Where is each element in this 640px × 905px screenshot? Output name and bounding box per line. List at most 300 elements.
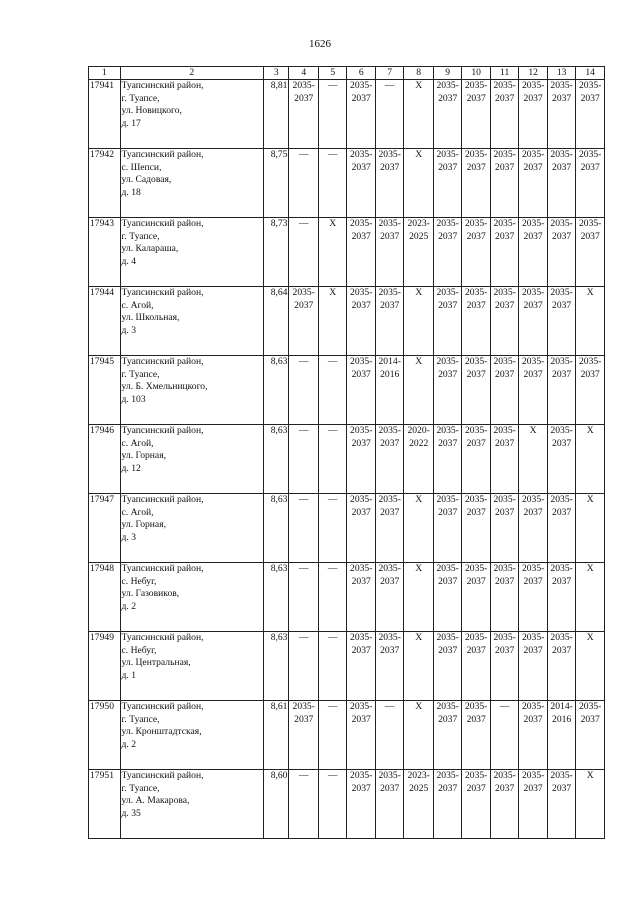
period-text: 2035- <box>436 701 459 712</box>
period-text: 2037 <box>466 437 486 449</box>
period-cell <box>547 80 575 149</box>
period-cell <box>462 494 490 563</box>
period-text: 2037 <box>580 161 600 173</box>
period-text: — <box>327 563 338 574</box>
period-cell <box>519 494 547 563</box>
period-text: 2035- <box>521 563 545 574</box>
period-text: 2035- <box>350 632 373 643</box>
period-text: 2035- <box>521 356 545 367</box>
table-row <box>89 425 605 494</box>
column-header: 12 <box>519 67 547 80</box>
period-text: — <box>298 425 309 436</box>
record-number: 17945 <box>89 356 121 425</box>
period-text: X <box>586 770 594 781</box>
period-cell <box>404 632 434 701</box>
period-text: X <box>586 425 594 436</box>
register-table <box>88 66 605 839</box>
period-text: 2035- <box>550 218 573 229</box>
column-header: 5 <box>318 67 346 80</box>
period-text: 2035- <box>378 149 401 160</box>
address-line: ул. Горная, <box>121 519 167 530</box>
period-text: X <box>586 494 594 505</box>
index-value: 8,63 <box>264 494 289 563</box>
period-text: 2037 <box>438 782 458 794</box>
period-text: 2037 <box>552 368 572 380</box>
period-cell <box>318 287 346 356</box>
period-text: — <box>327 425 338 436</box>
period-text: 2035- <box>464 701 488 712</box>
table-row <box>89 149 605 218</box>
period-cell <box>490 287 518 356</box>
address-cell <box>120 494 264 563</box>
period-text: 2035- <box>350 149 373 160</box>
period-text: 2035- <box>378 425 401 436</box>
period-text: 2037 <box>466 575 486 587</box>
period-cell <box>433 149 461 218</box>
period-cell <box>318 80 346 149</box>
period-cell <box>289 287 319 356</box>
period-text: 2037 <box>466 713 486 725</box>
period-text: 2035- <box>350 563 373 574</box>
period-text: 2035- <box>493 287 516 298</box>
record-number: 17950 <box>89 701 121 770</box>
period-cell <box>347 563 375 632</box>
period-text: 2037 <box>438 437 458 449</box>
period-cell <box>519 770 547 839</box>
period-cell <box>375 563 403 632</box>
period-text: 2035- <box>493 218 516 229</box>
address-line: д. 4 <box>121 255 137 267</box>
address-cell <box>120 632 264 701</box>
address-cell <box>120 425 264 494</box>
period-text: 2037 <box>438 230 458 242</box>
period-text: 2035- <box>550 287 573 298</box>
period-cell <box>318 356 346 425</box>
period-text: 2037 <box>380 161 400 173</box>
period-cell <box>576 80 605 149</box>
address-line: Туапсинский район, <box>121 149 204 160</box>
address-line: д. 103 <box>121 393 146 405</box>
period-cell <box>318 632 346 701</box>
period-cell <box>462 632 490 701</box>
period-cell <box>347 149 375 218</box>
period-text: 2035- <box>464 149 488 160</box>
period-cell <box>576 149 605 218</box>
address-line: Туапсинский район, <box>121 494 204 505</box>
period-text: 2037 <box>580 713 600 725</box>
period-cell <box>289 632 319 701</box>
index-value: 8,63 <box>264 563 289 632</box>
period-cell <box>519 218 547 287</box>
period-cell <box>490 770 518 839</box>
period-text: 2037 <box>380 644 400 656</box>
period-text: 2035- <box>436 563 459 574</box>
period-text: — <box>298 494 309 505</box>
period-text: 2037 <box>495 644 515 656</box>
address-line: Туапсинский район, <box>121 287 204 298</box>
period-text: — <box>298 632 309 643</box>
period-text: X <box>329 287 337 298</box>
period-text: X <box>586 563 594 574</box>
page-number: 1626 <box>309 38 331 50</box>
period-cell <box>576 287 605 356</box>
period-text: 2035- <box>378 632 401 643</box>
address-line: д. 3 <box>121 324 137 336</box>
column-header: 6 <box>347 67 375 80</box>
period-text: 2037 <box>294 92 314 104</box>
period-text: 2037 <box>351 575 371 587</box>
address-line: г. Туапсе, <box>121 713 160 725</box>
period-text: 2035- <box>578 149 602 160</box>
record-number: 17944 <box>89 287 121 356</box>
period-cell <box>519 632 547 701</box>
period-text: 2035- <box>436 218 459 229</box>
period-text: 2035- <box>578 356 602 367</box>
period-cell <box>547 356 575 425</box>
period-text: 2037 <box>495 506 515 518</box>
period-text: 2037 <box>351 92 371 104</box>
period-text: 2035- <box>378 563 401 574</box>
period-text: 2037 <box>495 230 515 242</box>
period-cell <box>375 494 403 563</box>
index-value: 8,75 <box>264 149 289 218</box>
period-text: 2016 <box>380 368 400 380</box>
period-cell <box>433 356 461 425</box>
period-cell <box>375 149 403 218</box>
period-text: 2035- <box>292 287 315 298</box>
period-text: 2037 <box>351 437 371 449</box>
header-row <box>89 67 605 80</box>
index-value: 8,63 <box>264 356 289 425</box>
table-row <box>89 494 605 563</box>
period-cell <box>347 770 375 839</box>
period-cell <box>462 563 490 632</box>
table-row <box>89 701 605 770</box>
address-line: ул. Калараша, <box>121 243 179 254</box>
period-text: X <box>586 632 594 643</box>
period-text: 2035- <box>350 356 373 367</box>
address-line: Туапсинский район, <box>121 632 204 643</box>
period-text: 2035- <box>493 149 516 160</box>
period-text: — <box>327 701 338 712</box>
period-text: X <box>415 632 423 643</box>
period-text: 2035- <box>464 287 488 298</box>
period-cell <box>519 356 547 425</box>
address-line: ул. Кронштадтская, <box>121 726 202 737</box>
period-text: 2037 <box>380 437 400 449</box>
period-cell <box>433 563 461 632</box>
period-cell <box>404 287 434 356</box>
period-text: 2037 <box>438 92 458 104</box>
period-text: 2037 <box>351 782 371 794</box>
period-cell <box>347 632 375 701</box>
period-text: 2037 <box>580 92 600 104</box>
index-value: 8,81 <box>264 80 289 149</box>
period-cell <box>289 563 319 632</box>
address-line: с. Небуг, <box>121 575 157 587</box>
column-header: 14 <box>576 67 605 80</box>
record-number: 17941 <box>89 80 121 149</box>
period-cell <box>576 356 605 425</box>
period-cell <box>576 218 605 287</box>
period-text: — <box>327 770 338 781</box>
period-cell <box>289 149 319 218</box>
period-cell <box>547 425 575 494</box>
period-text: 2037 <box>495 161 515 173</box>
period-cell <box>318 149 346 218</box>
period-text: 2037 <box>466 368 486 380</box>
period-cell <box>547 287 575 356</box>
period-cell <box>289 218 319 287</box>
period-cell <box>519 701 547 770</box>
period-text: 2037 <box>495 299 515 311</box>
address-cell <box>120 356 264 425</box>
period-cell <box>289 425 319 494</box>
address-line: г. Туапсе, <box>121 92 160 104</box>
period-text: — <box>499 701 510 712</box>
period-text: 2035- <box>493 494 516 505</box>
period-cell <box>519 149 547 218</box>
address-line: с. Небуг, <box>121 644 157 656</box>
table-row <box>89 218 605 287</box>
period-cell <box>375 80 403 149</box>
period-text: 2037 <box>351 299 371 311</box>
address-line: с. Шепси, <box>121 161 162 173</box>
period-cell <box>576 494 605 563</box>
period-cell <box>375 218 403 287</box>
address-line: ул. А. Макарова, <box>121 795 190 806</box>
address-line: Туапсинский район, <box>121 701 204 712</box>
period-cell <box>289 80 319 149</box>
period-cell <box>462 149 490 218</box>
address-line: д. 12 <box>121 462 141 474</box>
address-cell <box>120 701 264 770</box>
period-cell <box>519 287 547 356</box>
period-text: 2035- <box>350 218 373 229</box>
period-cell <box>490 701 518 770</box>
period-text: — <box>298 770 309 781</box>
period-text: 2035- <box>464 425 488 436</box>
period-text: 2035- <box>292 701 315 712</box>
period-text: X <box>415 356 423 367</box>
period-cell <box>318 563 346 632</box>
period-text: 2035- <box>350 770 373 781</box>
column-header: 8 <box>404 67 434 80</box>
period-text: 2037 <box>552 575 572 587</box>
column-header: 9 <box>433 67 461 80</box>
table-row <box>89 80 605 149</box>
period-text: 2035- <box>493 356 516 367</box>
period-cell <box>490 356 518 425</box>
column-header: 11 <box>490 67 518 80</box>
period-cell <box>347 425 375 494</box>
period-cell <box>433 494 461 563</box>
period-text: 2037 <box>466 92 486 104</box>
period-text: 2037 <box>351 368 371 380</box>
column-header: 4 <box>289 67 319 80</box>
period-text: 2037 <box>523 506 543 518</box>
period-text: 2035- <box>350 287 373 298</box>
period-text: 2035- <box>521 287 545 298</box>
period-text: 2023- <box>407 770 430 781</box>
period-cell <box>375 770 403 839</box>
period-text: — <box>384 701 395 712</box>
period-text: 2035- <box>493 770 516 781</box>
period-text: 2037 <box>438 506 458 518</box>
period-text: 2037 <box>495 437 515 449</box>
period-cell <box>404 494 434 563</box>
period-text: 2035- <box>550 563 573 574</box>
period-text: 2035- <box>464 770 488 781</box>
period-text: X <box>415 149 423 160</box>
period-cell <box>547 770 575 839</box>
address-line: ул. Садовая, <box>121 174 172 185</box>
address-line: Туапсинский район, <box>121 425 204 436</box>
address-line: д. 17 <box>121 117 141 129</box>
period-text: 2037 <box>523 782 543 794</box>
period-text: X <box>586 287 594 298</box>
period-text: 2035- <box>550 632 573 643</box>
record-number: 17947 <box>89 494 121 563</box>
period-cell <box>433 425 461 494</box>
period-cell <box>347 80 375 149</box>
period-text: 2037 <box>495 782 515 794</box>
period-cell <box>433 632 461 701</box>
address-line: д. 35 <box>121 807 141 819</box>
period-text: 2035- <box>436 149 459 160</box>
period-cell <box>347 701 375 770</box>
period-cell <box>433 218 461 287</box>
table-body <box>89 80 605 839</box>
period-text: 2037 <box>523 299 543 311</box>
period-cell <box>347 218 375 287</box>
period-cell <box>490 218 518 287</box>
period-text: 2035- <box>521 701 545 712</box>
period-text: 2037 <box>523 161 543 173</box>
table-row <box>89 770 605 839</box>
period-text: 2037 <box>380 299 400 311</box>
period-text: X <box>529 425 537 436</box>
address-line: с. Агой, <box>121 506 154 518</box>
period-text: 2037 <box>438 161 458 173</box>
period-text: — <box>384 80 395 91</box>
period-text: 2035- <box>521 218 545 229</box>
period-cell <box>576 425 605 494</box>
period-text: 2037 <box>294 299 314 311</box>
record-number: 17946 <box>89 425 121 494</box>
address-line: д. 3 <box>121 531 137 543</box>
index-value: 8,61 <box>264 701 289 770</box>
period-cell <box>433 80 461 149</box>
period-text: 2037 <box>466 299 486 311</box>
address-line: д. 1 <box>121 669 137 681</box>
period-text: 2037 <box>495 575 515 587</box>
period-cell <box>547 218 575 287</box>
address-line: д. 2 <box>121 600 137 612</box>
period-text: 2035- <box>436 356 459 367</box>
period-text: X <box>415 701 423 712</box>
period-text: 2035- <box>464 494 488 505</box>
period-text: 2037 <box>552 782 572 794</box>
period-text: 2016 <box>552 713 572 725</box>
period-text: 2035- <box>578 701 602 712</box>
period-text: 2035- <box>378 218 401 229</box>
period-text: 2035- <box>550 425 573 436</box>
address-cell <box>120 770 264 839</box>
period-cell <box>576 632 605 701</box>
period-cell <box>375 287 403 356</box>
period-text: 2035- <box>493 632 516 643</box>
period-text: 2037 <box>351 161 371 173</box>
address-line: д. 18 <box>121 186 141 198</box>
period-text: 2037 <box>552 299 572 311</box>
period-cell <box>318 701 346 770</box>
period-text: 2037 <box>466 230 486 242</box>
period-text: — <box>327 80 338 91</box>
period-cell <box>576 563 605 632</box>
period-cell <box>490 149 518 218</box>
period-text: 2035- <box>521 632 545 643</box>
period-text: 2037 <box>466 506 486 518</box>
period-cell <box>404 149 434 218</box>
period-cell <box>490 494 518 563</box>
period-text: 2035- <box>464 80 488 91</box>
index-value: 8,63 <box>264 632 289 701</box>
period-cell <box>462 701 490 770</box>
period-text: X <box>415 494 423 505</box>
period-text: 2037 <box>466 161 486 173</box>
address-cell <box>120 80 264 149</box>
period-cell <box>462 218 490 287</box>
period-text: 2035- <box>521 80 545 91</box>
table-row <box>89 563 605 632</box>
period-text: 2037 <box>523 713 543 725</box>
period-text: — <box>327 149 338 160</box>
address-line: Туапсинский район, <box>121 356 204 367</box>
period-text: 2037 <box>523 92 543 104</box>
period-cell <box>490 632 518 701</box>
period-text: 2023- <box>407 218 430 229</box>
period-text: 2037 <box>466 644 486 656</box>
period-text: 2037 <box>351 506 371 518</box>
period-cell <box>490 563 518 632</box>
period-text: 2022 <box>409 437 429 449</box>
period-text: 2035- <box>464 218 488 229</box>
period-text: 2037 <box>351 644 371 656</box>
period-cell <box>404 770 434 839</box>
period-text: 2037 <box>523 230 543 242</box>
period-cell <box>375 356 403 425</box>
period-text: 2035- <box>550 149 573 160</box>
period-text: 2037 <box>351 713 371 725</box>
period-cell <box>375 425 403 494</box>
period-cell <box>433 770 461 839</box>
period-text: 2035- <box>436 80 459 91</box>
period-text: 2035- <box>550 770 573 781</box>
period-text: 2037 <box>552 92 572 104</box>
period-cell <box>289 356 319 425</box>
period-text: — <box>298 149 309 160</box>
period-text: — <box>298 563 309 574</box>
address-cell <box>120 149 264 218</box>
address-line: г. Туапсе, <box>121 230 160 242</box>
period-text: 2035- <box>292 80 315 91</box>
address-line: ул. Школьная, <box>121 312 180 323</box>
period-text: 2035- <box>464 356 488 367</box>
period-text: 2035- <box>550 80 573 91</box>
period-text: 2037 <box>552 644 572 656</box>
address-line: г. Туапсе, <box>121 782 160 794</box>
